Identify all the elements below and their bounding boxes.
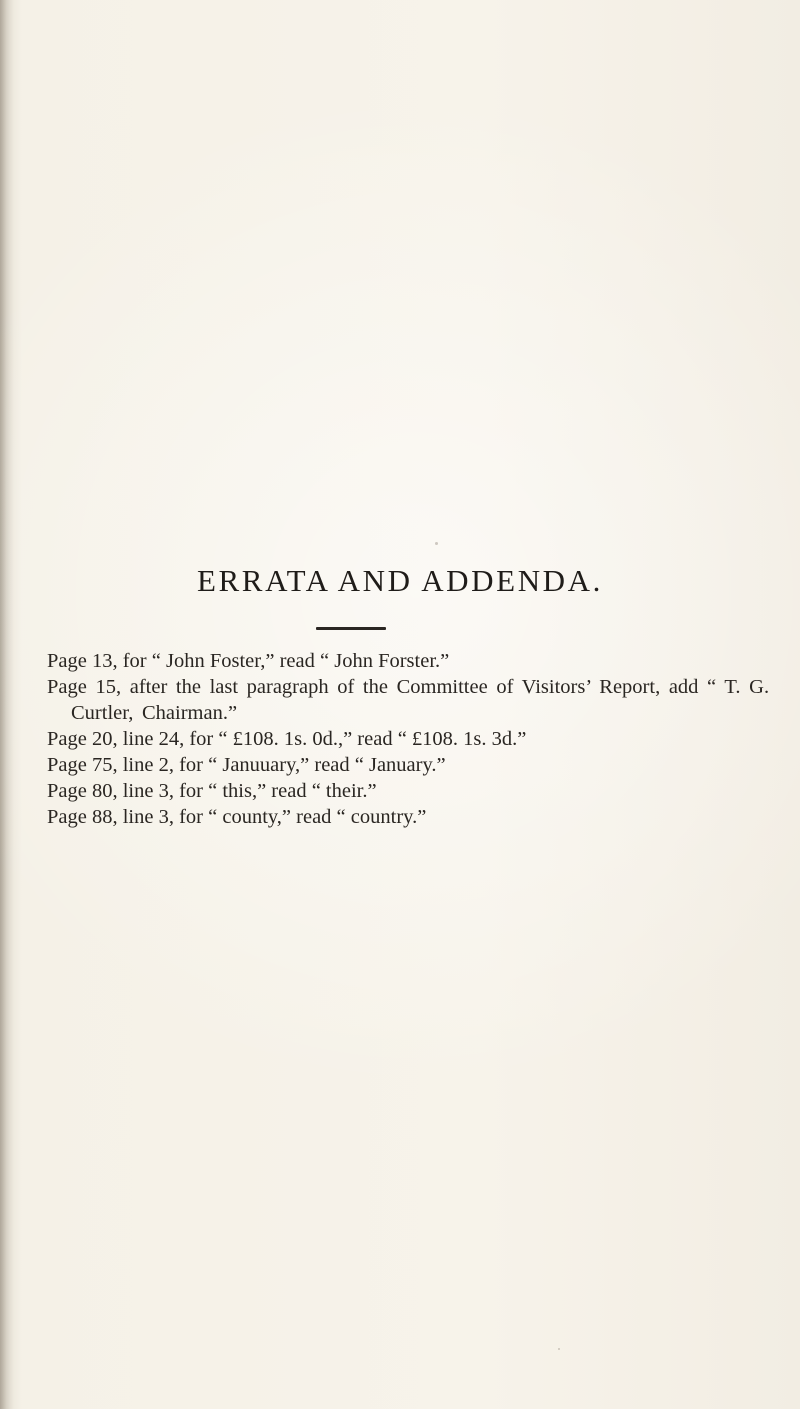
binding-gutter <box>0 0 14 1409</box>
errata-entry: Page 13, for “ John Foster,” read “ John Forster.” <box>47 650 450 672</box>
errata-entry: Page 15, after the last paragraph of the Committee of Visitors’ Report, add “ T. G. Curtler, Chairman.” <box>47 676 770 724</box>
errata-entry: Page 20, line 24, for “ £108. 1s. 0d.,” read “ £108. 1s. 3d.” <box>47 728 527 750</box>
errata-list <box>47 648 787 830</box>
title-rule <box>316 627 386 630</box>
errata-entry: Page 75, line 2, for “ Januuary,” read “ January.” <box>47 754 446 776</box>
page-title: ERRATA AND ADDENDA. <box>196 563 604 598</box>
paper-speck <box>558 1348 560 1350</box>
errata-entry: Page 80, line 3, for “ this,” read “ their.” <box>47 780 377 802</box>
paper-speck <box>435 542 438 545</box>
errata-entry: Page 88, line 3, for “ county,” read “ country.” <box>47 806 427 828</box>
